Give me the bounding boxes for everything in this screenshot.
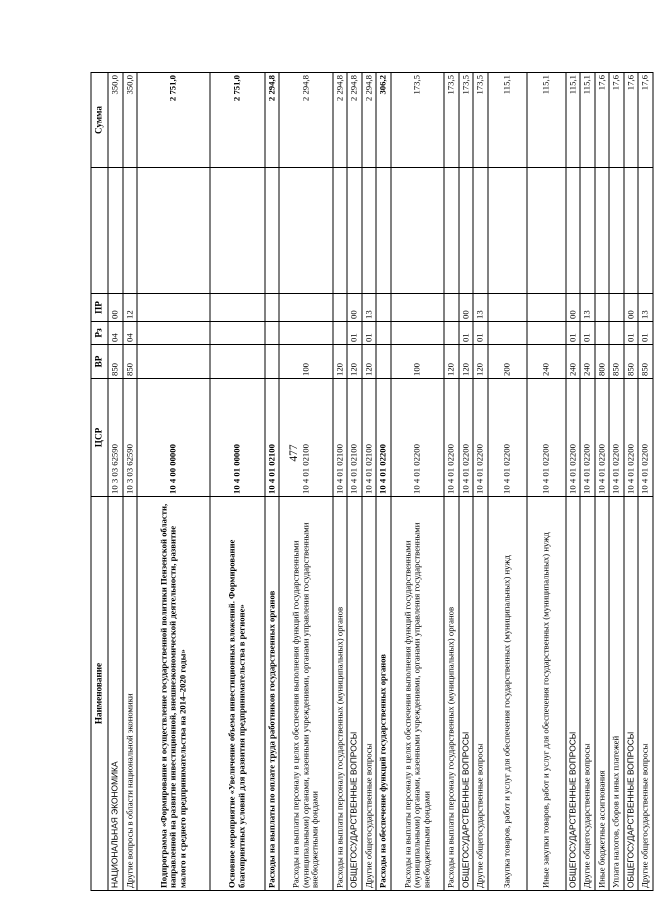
row-pr-code: 00 bbox=[108, 294, 123, 322]
row-rz-code: 01 bbox=[638, 322, 653, 345]
row-sum: 2 751,0 bbox=[137, 73, 210, 168]
row-spacer bbox=[527, 168, 566, 294]
table-row bbox=[638, 73, 653, 891]
row-spacer bbox=[566, 168, 581, 294]
row-rz-code bbox=[376, 322, 391, 345]
header-spacer bbox=[91, 168, 108, 294]
row-spacer bbox=[580, 168, 595, 294]
row-sum: 2 294,8 bbox=[333, 73, 348, 168]
row-rz-code: 01 bbox=[347, 322, 362, 345]
table-row bbox=[444, 73, 459, 891]
row-sum: 2 294,8 bbox=[362, 73, 377, 168]
row-vr-code: 240 bbox=[566, 345, 581, 379]
row-name: Другие общегосударственные вопросы bbox=[580, 497, 595, 891]
row-spacer bbox=[391, 168, 444, 294]
row-vr-code: 240 bbox=[580, 345, 595, 379]
row-pr-code bbox=[210, 294, 265, 322]
row-name: Иные бюджетные ассигнования bbox=[595, 497, 610, 891]
row-pr-code bbox=[391, 294, 444, 322]
row-spacer bbox=[595, 168, 610, 294]
header-csr: ЦСР bbox=[91, 379, 108, 497]
row-vr-code: 800 bbox=[595, 345, 610, 379]
row-vr-code: 120 bbox=[362, 345, 377, 379]
table-row bbox=[333, 73, 348, 891]
row-vr-code: 120 bbox=[473, 345, 488, 379]
row-sum: 2 294,8 bbox=[265, 73, 280, 168]
table-row bbox=[210, 73, 265, 891]
row-csr-code: 10 4 01 02200 bbox=[391, 379, 444, 497]
row-vr-code: 120 bbox=[444, 345, 459, 379]
row-csr-code: 10 4 01 02200 bbox=[459, 379, 474, 497]
row-rz-code: 01 bbox=[362, 322, 377, 345]
row-spacer bbox=[279, 168, 332, 294]
row-spacer bbox=[333, 168, 348, 294]
row-pr-code: 00 bbox=[459, 294, 474, 322]
row-vr-code: 850 bbox=[609, 345, 624, 379]
row-csr-code: 10 3 03 62590 bbox=[108, 379, 123, 497]
table-row bbox=[488, 73, 527, 891]
row-csr-code: 10 4 01 02200 bbox=[444, 379, 459, 497]
row-csr-code: 10 4 01 02200 bbox=[488, 379, 527, 497]
row-sum: 173,5 bbox=[391, 73, 444, 168]
row-sum: 115,1 bbox=[566, 73, 581, 168]
header-vr: ВР bbox=[91, 345, 108, 379]
row-name: Закупка товаров, работ и услуг для обеспечения государственных (муниципальных) нужд bbox=[488, 497, 527, 891]
row-rz-code bbox=[609, 322, 624, 345]
row-csr-code: 10 4 01 02100 bbox=[265, 379, 280, 497]
row-spacer bbox=[444, 168, 459, 294]
row-rz-code: 01 bbox=[624, 322, 639, 345]
table-row bbox=[362, 73, 377, 891]
row-name: Расходы на выплаты персоналу государственных (муниципальных) органов bbox=[333, 497, 348, 891]
row-rz-code: 04 bbox=[108, 322, 123, 345]
row-spacer bbox=[638, 168, 653, 294]
row-rz-code bbox=[391, 322, 444, 345]
row-name: Другие общегосударственные вопросы bbox=[362, 497, 377, 891]
row-pr-code bbox=[333, 294, 348, 322]
row-csr-code: 10 4 01 02200 bbox=[624, 379, 639, 497]
row-vr-code: 100 bbox=[279, 345, 332, 379]
row-csr-code: 10 4 01 02200 bbox=[376, 379, 391, 497]
row-name: Расходы на выплаты персоналу государственных (муниципальных) органов bbox=[444, 497, 459, 891]
row-sum: 17,6 bbox=[638, 73, 653, 168]
row-csr-code: 10 4 01 02100 bbox=[362, 379, 377, 497]
table-row bbox=[473, 73, 488, 891]
row-csr-code: 10 4 01 02200 bbox=[566, 379, 581, 497]
table-row bbox=[376, 73, 391, 891]
row-vr-code: 120 bbox=[459, 345, 474, 379]
row-name: ОБЩЕГОСУДАРСТВЕННЫЕ ВОПРОСЫ bbox=[566, 497, 581, 891]
row-rz-code bbox=[333, 322, 348, 345]
row-vr-code: 120 bbox=[333, 345, 348, 379]
table-row bbox=[566, 73, 581, 891]
row-pr-code bbox=[595, 294, 610, 322]
row-spacer bbox=[265, 168, 280, 294]
row-rz-code bbox=[595, 322, 610, 345]
row-name: Подпрограмма «Формирование и осуществление государственной политики Пензенской области, направленной на развитие инвестиционной, внешнеэкономической деятельности, развитие малого и среднего предпринимательства на 2014–2020 годы» bbox=[137, 497, 210, 891]
row-vr-code: 850 bbox=[624, 345, 639, 379]
row-name: Другие общегосударственные вопросы bbox=[473, 497, 488, 891]
row-spacer bbox=[376, 168, 391, 294]
row-sum: 173,5 bbox=[473, 73, 488, 168]
row-csr-code: 10 4 00 00000 bbox=[137, 379, 210, 497]
row-vr-code: 850 bbox=[638, 345, 653, 379]
table-row bbox=[595, 73, 610, 891]
page-number: 477 bbox=[288, 444, 300, 462]
table-row bbox=[624, 73, 639, 891]
budget-table-sheet bbox=[91, 73, 654, 891]
row-name: Другие вопросы в области национальной экономики bbox=[123, 497, 138, 891]
row-name: Расходы на обеспечение функций государственных органов bbox=[376, 497, 391, 891]
row-spacer bbox=[108, 168, 123, 294]
row-rz-code: 01 bbox=[459, 322, 474, 345]
row-sum: 173,5 bbox=[444, 73, 459, 168]
row-name: ОБЩЕГОСУДАРСТВЕННЫЕ ВОПРОСЫ bbox=[347, 497, 362, 891]
row-rz-code bbox=[279, 322, 332, 345]
row-vr-code: 100 bbox=[391, 345, 444, 379]
row-sum: 115,1 bbox=[488, 73, 527, 168]
row-rz-code: 01 bbox=[580, 322, 595, 345]
table-row bbox=[347, 73, 362, 891]
row-spacer bbox=[137, 168, 210, 294]
row-csr-code: 10 4 01 02200 bbox=[580, 379, 595, 497]
row-vr-code: 850 bbox=[123, 345, 138, 379]
table-row bbox=[580, 73, 595, 891]
row-spacer bbox=[459, 168, 474, 294]
row-pr-code bbox=[137, 294, 210, 322]
row-sum: 350,0 bbox=[123, 73, 138, 168]
row-name: Иные закупки товаров, работ и услуг для обеспечения государственных (муниципальных) нужд bbox=[527, 497, 566, 891]
row-sum: 306,2 bbox=[376, 73, 391, 168]
row-rz-code bbox=[265, 322, 280, 345]
table-row bbox=[527, 73, 566, 891]
row-name: ОБЩЕГОСУДАРСТВЕННЫЕ ВОПРОСЫ bbox=[459, 497, 474, 891]
row-name: НАЦИОНАЛЬНАЯ ЭКОНОМИКА bbox=[108, 497, 123, 891]
table-row bbox=[391, 73, 444, 891]
row-rz-code bbox=[488, 322, 527, 345]
row-sum: 2 751,0 bbox=[210, 73, 265, 168]
row-csr-code: 10 4 01 02100 bbox=[347, 379, 362, 497]
row-csr-code: 10 4 01 00000 bbox=[210, 379, 265, 497]
table-row bbox=[137, 73, 210, 891]
row-vr-code bbox=[376, 345, 391, 379]
row-spacer bbox=[488, 168, 527, 294]
row-csr-code: 10 4 01 02200 bbox=[527, 379, 566, 497]
row-csr-code: 10 4 01 02100 bbox=[333, 379, 348, 497]
row-spacer bbox=[347, 168, 362, 294]
row-sum: 115,1 bbox=[527, 73, 566, 168]
row-name: ОБЩЕГОСУДАРСТВЕННЫЕ ВОПРОСЫ bbox=[624, 497, 639, 891]
row-vr-code: 120 bbox=[347, 345, 362, 379]
row-pr-code: 13 bbox=[580, 294, 595, 322]
row-name: Расходы на выплаты по оплате труда работников государственных органов bbox=[265, 497, 280, 891]
row-csr-code: 10 4 01 02200 bbox=[609, 379, 624, 497]
row-vr-code: 850 bbox=[108, 345, 123, 379]
table-row bbox=[265, 73, 280, 891]
row-vr-code bbox=[210, 345, 265, 379]
row-sum: 2 294,8 bbox=[279, 73, 332, 168]
header-rz: Рз bbox=[91, 322, 108, 345]
row-name: Основное мероприятие «Увеличение объема инвестиционных вложений. Формирование благоприятных условий для развития предпринимательства в регионе» bbox=[210, 497, 265, 891]
header-name: Наименование bbox=[91, 497, 108, 891]
row-spacer bbox=[123, 168, 138, 294]
row-sum: 17,6 bbox=[609, 73, 624, 168]
row-pr-code: 00 bbox=[347, 294, 362, 322]
row-spacer bbox=[624, 168, 639, 294]
row-rz-code bbox=[527, 322, 566, 345]
row-name: Расходы на выплаты персоналу в целях обеспечения выполнения функций государственными (муниципальными) органами, казенными учреждениями, органами управления государственными внебюджетными фондами bbox=[279, 497, 332, 891]
row-name: Уплата налогов, сборов и иных платежей bbox=[609, 497, 624, 891]
row-spacer bbox=[609, 168, 624, 294]
row-vr-code: 200 bbox=[488, 345, 527, 379]
row-pr-code bbox=[609, 294, 624, 322]
row-vr-code bbox=[265, 345, 280, 379]
row-spacer bbox=[210, 168, 265, 294]
row-name: Другие общегосударственные вопросы bbox=[638, 497, 653, 891]
row-spacer bbox=[473, 168, 488, 294]
row-pr-code: 00 bbox=[566, 294, 581, 322]
row-vr-code bbox=[137, 345, 210, 379]
table-body bbox=[108, 73, 653, 891]
row-pr-code: 12 bbox=[123, 294, 138, 322]
table-row bbox=[459, 73, 474, 891]
row-pr-code: 13 bbox=[362, 294, 377, 322]
row-csr-code: 10 4 01 02200 bbox=[638, 379, 653, 497]
row-sum: 173,5 bbox=[459, 73, 474, 168]
row-vr-code: 240 bbox=[527, 345, 566, 379]
table-row bbox=[123, 73, 138, 891]
table-row bbox=[279, 73, 332, 891]
row-csr-code: 10 3 03 62590 bbox=[123, 379, 138, 497]
row-rz-code: 01 bbox=[473, 322, 488, 345]
header-sum: Сумма bbox=[91, 73, 108, 168]
header-pr: ПР bbox=[91, 294, 108, 322]
row-rz-code bbox=[444, 322, 459, 345]
row-pr-code bbox=[527, 294, 566, 322]
row-pr-code bbox=[279, 294, 332, 322]
row-sum: 2 294,8 bbox=[347, 73, 362, 168]
row-csr-code: 10 4 01 02200 bbox=[595, 379, 610, 497]
row-name: Расходы на выплаты персоналу в целях обеспечения выполнения функций государственными (муниципальными) органами, казенными учреждениями, органами управления государственными внебюджетными фондами bbox=[391, 497, 444, 891]
row-sum: 350,0 bbox=[108, 73, 123, 168]
row-pr-code bbox=[488, 294, 527, 322]
table-row bbox=[108, 73, 123, 891]
row-pr-code bbox=[265, 294, 280, 322]
row-sum: 115,1 bbox=[580, 73, 595, 168]
row-pr-code: 13 bbox=[638, 294, 653, 322]
row-pr-code bbox=[376, 294, 391, 322]
row-spacer bbox=[362, 168, 377, 294]
row-sum: 17,6 bbox=[624, 73, 639, 168]
row-csr-code: 10 4 01 02100 bbox=[279, 379, 332, 497]
table-row bbox=[609, 73, 624, 891]
row-pr-code: 00 bbox=[624, 294, 639, 322]
row-rz-code: 01 bbox=[566, 322, 581, 345]
row-rz-code bbox=[137, 322, 210, 345]
row-pr-code bbox=[444, 294, 459, 322]
budget-table bbox=[91, 72, 654, 891]
row-rz-code: 04 bbox=[123, 322, 138, 345]
row-sum: 17,6 bbox=[595, 73, 610, 168]
row-csr-code: 10 4 01 02200 bbox=[473, 379, 488, 497]
row-rz-code bbox=[210, 322, 265, 345]
table-header-row bbox=[91, 73, 108, 891]
row-pr-code: 13 bbox=[473, 294, 488, 322]
